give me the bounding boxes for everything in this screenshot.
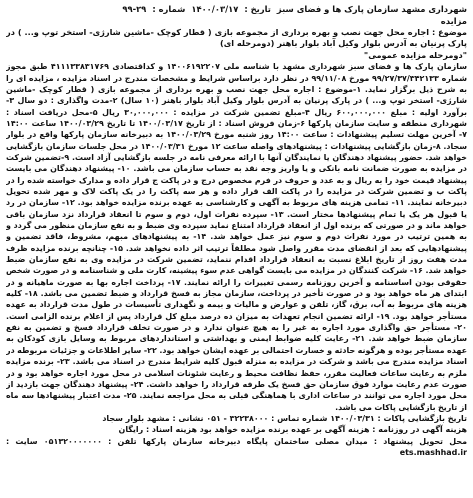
notice-footer — [6, 413, 467, 458]
notice-header — [6, 4, 467, 16]
number-label: شماره : — [152, 4, 186, 14]
footer-line-2: هزینه آگهی در روزنامه : هزینه آگهی بر عهده برنده مزایده خواهد بود هزینه اسناد : رایگان — [118, 425, 467, 435]
notice-type: مزایده — [440, 15, 467, 26]
footer-line-1: تاریخ بازگشایی پاکات : ۱۴۰۰/۰۳/۳۱ شماره تماس : ۳۲۲۳۸۰۰۰ - ۰۵۱ نشانی : مشهد بلوار سجاد — [102, 413, 467, 423]
notice-stage: "دومرحله مزایده عمومی" — [363, 49, 467, 60]
footer-line-3: محل تحویل پیشنهاد : میدان مصلی ساختمان پایگاه دبیرخانه سازمان پارکها تلفن : ۰۵۱۳۲۰۰۰۰۰۰۰ سایت : ets.mashhad.ir — [6, 436, 467, 457]
organization-name: شهرداری مشهد سازمان پارک ها و فضای سبز — [276, 4, 467, 14]
tender-notice — [6, 4, 467, 490]
notice-body: سازمان پارک ها و فضای سبز شهرداری مشهد با شناسه ملی ۱۴۰۰۶۱۹۲۲۰۷ و کداقتصادی ۴۱۱۱۳۳۸۳۱۷۶۹ طبق مجوز شماره ۹۹/۲۷/۳۷/۳۴۲۱۳۳ مورخ ۹۹/۱۱/۰۸ در نظر دارد براساس شرایط و مشخصات مندرج در اسناد مزایده ، مزایده ای را به شرح ذیل برگزار نماید. ۱-موضوع : اجاره محل جهت نصب و بهره برداری از مجموعه بازی ( قطار کوچک -ماشین شارژی- استخر توپ و... ) در پارک پرنیان به آدرس بلوار وکیل آباد بلوار باهنر (۱۰ سال) ۲-مدت واگذاری : دو سال ۳-برآورد اولیه : مبلغ ۶۰۰,۰۰۰,۰۰۰ ریال ۴-مبلغ تضمین شرکت در مزایده : ۳۰,۰۰۰,۰۰۰ ریال ۵-محل دریافت اسناد : شهرداری منطقه و سایت سازمان پارکها ۶-زمان فروش اسناد : از تاریخ ۱۴۰۰/۰۳/۱۷ تا تاریخ ۱۴۰۰/۰۳/۲۹ ساعت ۱۴:۰۰ ۷- آخرین مهلت تسلیم پیشنهادات : ساعت ۱۴:۰۰ روز شنبه مورخ ۱۴۰۰/۰۳/۲۹ به دبیرخانه سازمان پارکها واقع در بلوار سجاد. ۸-زمان بازگشایی پیشنهادات : پیشنهادهای واصله ساعت ۱۲ مورخ ۱۴۰۰/۰۳/۳۱ در محل جلسات سازمان بازگشایی خواهد شد. حضور پیشنهاد دهندگان یا نمایندگان آنها با ارائه معرفی نامه در جلسه بازگشایی آزاد است. ۹-تضمین شرکت در مزایده به صورت ضمانت نامه بانکی و یا واریز وجه نقد به حساب سازمان می باشد. ۱۰- پیشنهاد دهندگان می بایست پیشنهاد قیمت خود را به ریال و به عدد و حروف در فرم مخصوص درج و در پاکت ج قرار داده و مدارک خواسته شده را در پاکت ب و تضمین شرکت در مزایده را در پاکت الف قرار داده و هر سه پاکت را در یک پاکت لاک و مهر شده تحویل دبیرخانه نمایند. ۱۱- تمامی هزینه های مربوط به آگهی و کارشناسی به عهده برنده مزایده خواهد بود. ۱۲- سازمان در رد یا قبول هر یک یا تمام پیشنهادها مختار است. ۱۳- سپرده نفرات اول، دوم و سوم تا انعقاد قرارداد نزد سازمان باقی خواهد ماند و در صورتی که برنده اول از انعقاد قرارداد امتناع نماید سپرده وی ضبط و به نفع سازمان منظور می گردد و به همین ترتیب در مورد نفرات دوم و سوم نیز عمل خواهد شد. ۱۴- به پیشنهادهای مبهم، مشروط، فاقد تضمین و پیشنهادهایی که بعد از انقضای مدت مقرر واصل شود مطلقاً ترتیب اثر داده نخواهد شد. ۱۵- چنانچه برنده مزایده ظرف مدت هفت روز از تاریخ ابلاغ نسبت به انعقاد قرارداد اقدام ننماید، تضمین شرکت در مزایده وی به نفع سازمان ضبط خواهد شد. ۱۶- شرکت کنندگان در مزایده می بایست گواهی عدم سوء پیشینه، کارت ملی و شناسنامه و در صورت شخص حقوقی بودن اساسنامه و آخرین روزنامه رسمی تغییرات را ارائه نمایند. ۱۷- پرداخت اجاره بها به صورت ماهیانه و در ابتدای هر ماه خواهد بود و در صورت تأخیر در پرداخت، سازمان مجاز به فسخ قرارداد و ضبط تضمین می باشد. ۱۸- کلیه هزینه های مربوط به آب، برق، گاز، تلفن و عوارض و مالیات و بیمه و نگهداری تأسیسات در طول مدت قرارداد به عهده مستأجر خواهد بود. ۱۹- ارائه تضمین انجام تعهدات به میزان ده درصد مبلغ کل قرارداد پس از اعلام برنده الزامی است. ۲۰- مستأجر حق واگذاری مورد اجاره به غیر را به هیچ عنوان ندارد و در صورت تخلف قرارداد فسخ و تضمین به نفع سازمان ضبط خواهد شد. ۲۱- رعایت کلیه ضوابط ایمنی و بهداشتی و استانداردهای مربوط به وسایل بازی کودکان به عهده مستأجر بوده و هرگونه حادثه و خسارت احتمالی بر عهده ایشان خواهد بود. ۲۲- سایر اطلاعات و جزئیات مربوطه در اسناد مزایده مندرج می باشد و شرکت در مزایده به منزله قبول کلیه شرایط مندرج در اسناد می باشد. ۲۳- برنده مزایده ملزم به رعایت ساعات فعالیت مقرر، حفظ نظافت محیط و رعایت شئونات اسلامی در محل مورد اجاره خواهد بود و در صورت عدم رعایت موارد فوق سازمان حق فسخ یک طرفه قرارداد را خواهد داشت. ۲۴- پیشنهاد دهندگان جهت بازدید از محل مورد اجاره می توانند در ساعات اداری با هماهنگی قبلی به محل مراجعه نمایند. ۲۵- مدت اعتبار پیشنهادها سه ماه از تاریخ بازگشایی پاکات می باشد. — [6, 62, 467, 412]
date-value: ۱۴۰۰/۰۳/۱۷ — [191, 4, 239, 14]
date-label: تاریخ : — [244, 4, 271, 14]
number-value: ۹۹-۲۹ — [122, 4, 147, 14]
notice-subject: موضوع : اجاره محل جهت نصب و بهره برداری از مجموعه بازی ( قطار کوچک -ماشین شارژی- استخر توپ و... ) در پارک پرنیان به آدرس بلوار وکیل آباد بلوار باهنر (دومرحله ای) — [6, 27, 467, 49]
